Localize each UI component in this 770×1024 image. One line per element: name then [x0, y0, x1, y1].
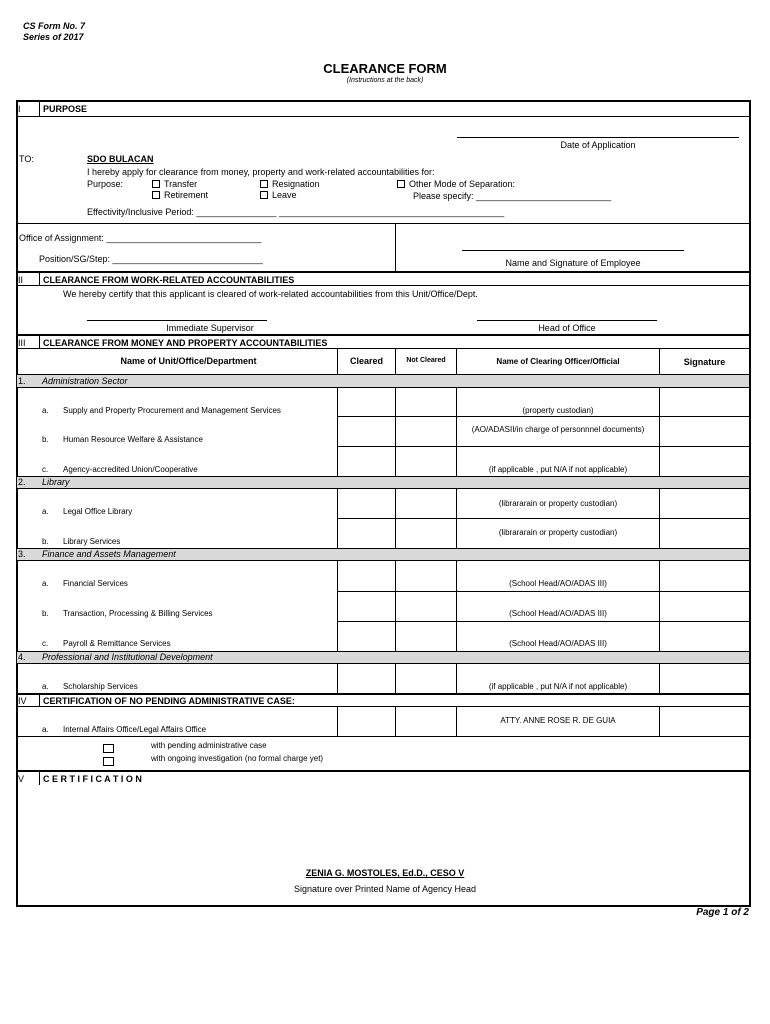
row-letter: b.	[42, 435, 49, 444]
divider	[16, 223, 751, 224]
row-letter: c.	[42, 465, 49, 474]
divider	[16, 693, 751, 695]
section-number: III	[18, 338, 26, 348]
row-unit: Agency-accredited Union/Cooperative	[63, 465, 198, 474]
page-number: Page 1 of 2	[696, 907, 749, 918]
row-unit: Human Resource Welfare & Assistance	[63, 435, 203, 444]
row-officer: (property custodian)	[522, 406, 594, 415]
row-unit: Financial Services	[63, 579, 128, 588]
certify-text: We hereby certify that this applicant is cleared of work-related accountabilities from this Unit/Office/Dept.	[63, 289, 478, 299]
section-title-work: CLEARANCE FROM WORK-RELATED ACCOUNTABILITIES	[43, 275, 295, 285]
divider	[338, 591, 751, 592]
col-header-signature: Signature	[683, 357, 726, 367]
option-leave[interactable]	[260, 190, 297, 200]
divider	[456, 560, 457, 651]
divider	[659, 488, 660, 548]
section-number: V	[18, 774, 25, 784]
row-officer: (School Head/AO/ADAS III)	[509, 609, 607, 618]
section-title-certification: C E R T I F I C A T I O N	[43, 774, 142, 784]
group-number: 2.	[18, 477, 26, 487]
option-retirement[interactable]	[152, 190, 208, 200]
employee-signature-label: Name and Signature of Employee	[505, 258, 641, 268]
row-unit: Library Services	[63, 537, 121, 546]
divider	[395, 560, 396, 651]
divider	[338, 416, 751, 417]
position-field[interactable]: Position/SG/Step: ______________________________	[39, 254, 263, 264]
row-officer: (School Head/AO/ADAS III)	[509, 579, 607, 588]
row-letter: a.	[42, 579, 49, 588]
divider	[659, 706, 660, 736]
divider	[16, 488, 751, 489]
immediate-supervisor-label: Immediate Supervisor	[166, 323, 254, 333]
divider	[16, 334, 751, 336]
divider	[395, 488, 396, 548]
to-label: TO:	[19, 154, 34, 164]
employee-signature-line[interactable]	[462, 250, 684, 251]
date-line[interactable]	[457, 137, 739, 138]
effectivity-field[interactable]: Effectivity/Inclusive Period: ________________ _____________________________________________	[87, 207, 505, 217]
divider	[659, 348, 660, 374]
option-transfer[interactable]	[152, 179, 197, 189]
checkbox-pending-case[interactable]	[103, 744, 114, 753]
head-signature-line[interactable]	[477, 320, 657, 321]
section-title-purpose: PURPOSE	[43, 104, 88, 114]
divider	[337, 560, 338, 651]
col-header-officer: Name of Clearing Officer/Official	[496, 357, 620, 366]
divider	[16, 387, 751, 388]
agency-head-caption: Signature over Printed Name of Agency Head	[293, 884, 477, 894]
divider	[16, 116, 751, 117]
frame-top	[16, 100, 751, 102]
form-series: Series of 2017	[23, 32, 84, 42]
divider	[16, 770, 751, 772]
group-row-bg	[17, 476, 749, 488]
section-number: IV	[18, 696, 27, 706]
divider	[395, 706, 396, 736]
form-number: CS Form No. 7	[23, 21, 86, 31]
col-header-not-cleared: Not Cleared	[406, 357, 446, 364]
row-letter: a.	[42, 725, 49, 734]
divider	[16, 663, 751, 664]
divider	[395, 663, 396, 693]
group-name: Finance and Assets Management	[42, 549, 176, 559]
row-officer: (School Head/AO/ADAS III)	[509, 639, 607, 648]
row-unit: Scholarship Services	[63, 682, 138, 691]
divider	[338, 518, 751, 519]
please-specify-field[interactable]: Please specify: ___________________________	[413, 191, 612, 201]
group-number: 3.	[18, 549, 26, 559]
row-officer: ATTY. ANNE ROSE R. DE GUIA	[500, 716, 616, 725]
office-assignment-field[interactable]: Office of Assignment: _______________________________	[19, 233, 262, 243]
frame-right	[749, 100, 751, 907]
row-unit: Internal Affairs Office/Legal Affairs Office	[63, 725, 207, 734]
divider	[39, 771, 40, 785]
section-number: II	[18, 275, 24, 285]
group-name: Library	[42, 477, 70, 487]
frame-bottom	[16, 905, 751, 907]
divider	[395, 223, 396, 271]
divider	[659, 663, 660, 693]
divider	[16, 348, 751, 349]
col-header-cleared: Cleared	[349, 356, 384, 366]
section-title-admin-case: CERTIFICATION OF NO PENDING ADMINISTRATIVE CASE:	[43, 696, 295, 706]
divider	[395, 387, 396, 476]
option-resignation[interactable]	[260, 179, 320, 189]
divider	[337, 706, 338, 736]
head-of-office-label: Head of Office	[538, 323, 596, 333]
divider	[456, 387, 457, 476]
row-officer: (if applicable , put N/A if not applicable)	[488, 682, 628, 691]
divider	[456, 348, 457, 374]
divider	[16, 285, 751, 286]
option-label: Other Mode of Separation:	[409, 179, 516, 189]
form-title: CLEARANCE FORM	[323, 61, 447, 76]
checkbox-icon[interactable]	[152, 180, 160, 188]
group-name: Administration Sector	[42, 376, 128, 386]
divider	[16, 736, 751, 737]
divider	[395, 348, 396, 374]
row-officer: (if applicable , put N/A if not applicable)	[488, 465, 628, 474]
checkbox-icon[interactable]	[260, 180, 268, 188]
divider	[16, 706, 751, 707]
to-value: SDO BULACAN	[87, 154, 154, 164]
date-of-application-label: Date of Application	[560, 140, 636, 150]
row-unit: Legal Office Library	[63, 507, 133, 516]
divider	[16, 476, 751, 477]
purpose-label: Purpose:	[87, 179, 124, 189]
checkbox-icon[interactable]	[152, 191, 160, 199]
divider	[337, 348, 338, 374]
checkbox-icon[interactable]	[260, 191, 268, 199]
divider	[39, 101, 40, 116]
divider	[39, 272, 40, 285]
col-header-unit: Name of Unit/Office/Department	[120, 356, 257, 366]
option-label: Leave	[272, 190, 297, 200]
option-label: Resignation	[272, 179, 320, 189]
option-other-mode[interactable]	[397, 179, 515, 189]
row-letter: b.	[42, 609, 49, 618]
divider	[39, 694, 40, 706]
section-title-money: CLEARANCE FROM MONEY AND PROPERTY ACCOUNTABILITIES	[43, 338, 328, 348]
form-subtitle: (Instructions at the back)	[346, 77, 424, 84]
divider	[16, 271, 751, 273]
divider	[338, 621, 751, 622]
row-letter: a.	[42, 682, 49, 691]
section-number: I	[18, 104, 21, 114]
divider	[337, 387, 338, 476]
frame-left	[16, 100, 18, 907]
option-ongoing-investigation: with ongoing investigation (no formal charge yet)	[151, 754, 324, 763]
checkbox-icon[interactable]	[397, 180, 405, 188]
option-label: Retirement	[164, 190, 209, 200]
group-number: 4.	[18, 652, 26, 662]
row-unit: Transaction, Processing & Billing Services	[63, 609, 213, 618]
divider	[659, 387, 660, 476]
group-name: Professional and Institutional Development	[42, 652, 213, 662]
option-label: Transfer	[164, 179, 198, 189]
apply-text: I hereby apply for clearance from money, property and work-related accountabilities for:	[87, 167, 435, 177]
row-letter: b.	[42, 537, 49, 546]
row-unit: Payroll & Remittance Services	[63, 639, 171, 648]
divider	[337, 488, 338, 548]
row-letter: a.	[42, 507, 49, 516]
divider	[659, 560, 660, 651]
divider	[16, 560, 751, 561]
divider	[338, 446, 751, 447]
row-officer: (AO/ADASII/in charge of personnnel documents)	[471, 425, 645, 434]
checkbox-ongoing-investigation[interactable]	[103, 757, 114, 766]
agency-head-name: ZENIA G. MOSTOLES, Ed.D., CESO V	[305, 868, 465, 878]
row-letter: a.	[42, 406, 49, 415]
divider	[39, 335, 40, 348]
option-pending-case: with pending administrative case	[151, 741, 267, 750]
row-unit: Supply and Property Procurement and Management Services	[63, 406, 281, 415]
row-officer: (librararain or property custodian)	[498, 499, 618, 508]
row-letter: c.	[42, 639, 49, 648]
divider	[456, 488, 457, 548]
divider	[337, 663, 338, 693]
row-officer: (librararain or property custodian)	[498, 528, 618, 537]
group-number: 1.	[18, 376, 26, 386]
supervisor-signature-line[interactable]	[87, 320, 267, 321]
